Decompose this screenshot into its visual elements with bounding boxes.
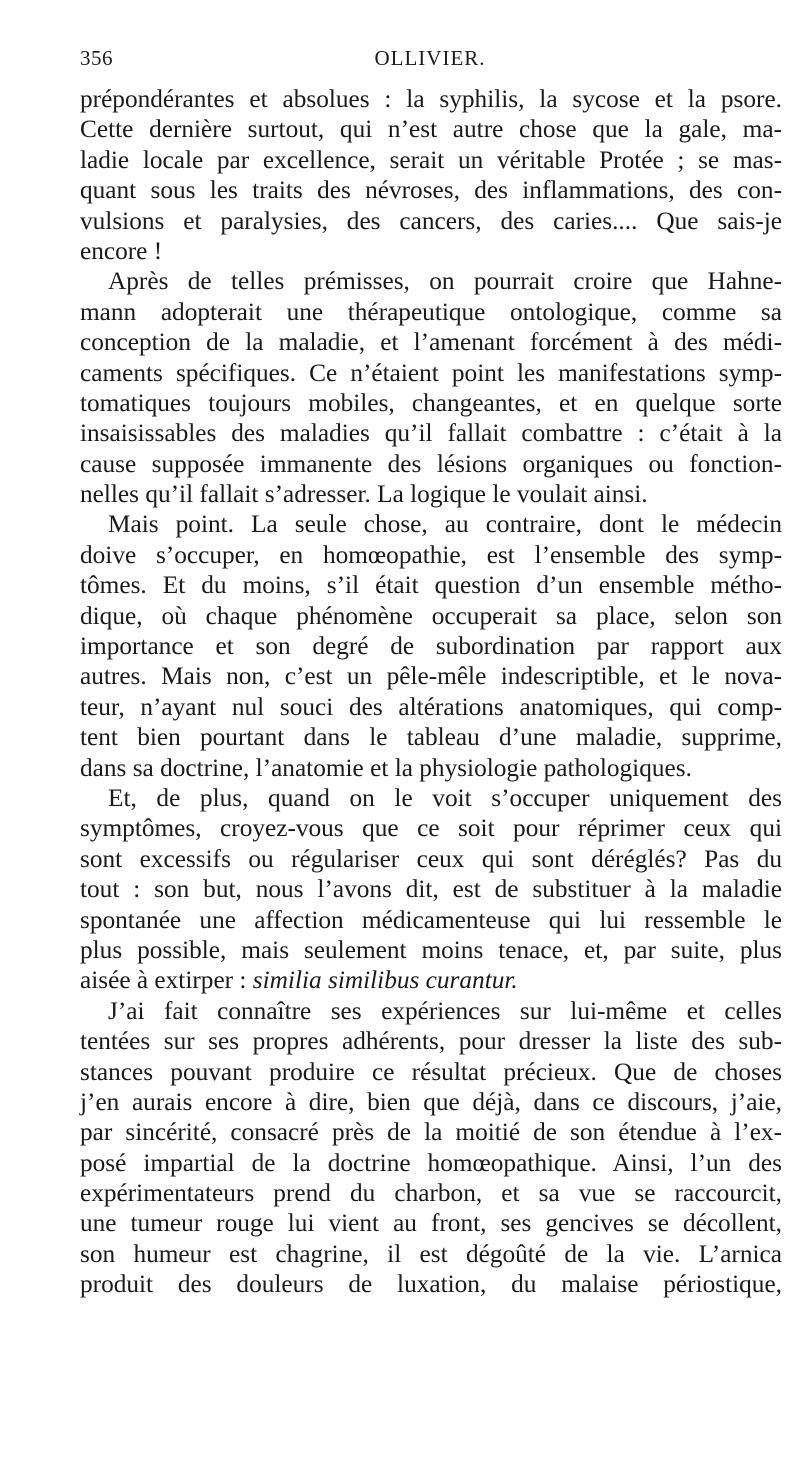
page-number: 356 [80, 46, 113, 70]
latin-maxim: similia similibus curantur. [252, 966, 518, 995]
text-line: mann adopterait une thérapeutique ontologique, comme sa [80, 297, 782, 326]
text-line: encore ! [80, 236, 163, 265]
text-line: expérimentateurs prend du charbon, et sa vue se raccourcit, [80, 1179, 782, 1208]
text-line: plus possible, mais seulement moins tenace, et, par suite, plus [80, 935, 782, 964]
text-line: produit des douleurs de luxation, du malaise périostique, [80, 1270, 782, 1299]
text-line: vulsions et paralysies, des cancers, des caries.... Que sais-je [80, 206, 782, 235]
running-title: OLLIVIER. [374, 46, 486, 70]
text-line: dique, où chaque phénomène occuperait sa place, selon son [80, 601, 782, 630]
paragraph-5 [80, 996, 782, 1300]
text-line: insaisissables des maladies qu’il fallait combattre : c’était à la [80, 419, 782, 448]
text-line: prépondérantes et absolues : la syphilis, la sycose et la psore. [80, 85, 782, 113]
text-line: tentées sur ses propres adhérents, pour dresser la liste des sub- [80, 1027, 782, 1056]
text-line: doive s’occuper, en homœopathie, est l’ensemble des symp- [80, 540, 782, 569]
text-line: tent bien pourtant dans le tableau d’une maladie, supprime, [80, 723, 782, 752]
text-line: quant sous les traits des névroses, des inflammations, des con- [80, 176, 782, 205]
running-head [80, 46, 780, 74]
text-line: stances pouvant produire ce résultat précieux. Que de choses [80, 1057, 782, 1086]
text-line: une tumeur rouge lui vient au front, ses gencives se décollent, [80, 1209, 782, 1238]
text-line: dans sa doctrine, l’anatomie et la physiologie pathologiques. [80, 753, 692, 782]
text-line: nelles qu’il fallait s’adresser. La logique le voulait ainsi. [80, 480, 648, 509]
paragraph-4 [80, 783, 782, 996]
paragraph-2 [80, 266, 782, 509]
text-line: ladie locale par excellence, serait un véritable Protée ; se mas- [80, 145, 782, 174]
text-line: Mais point. La seule chose, au contraire, dont le médecin [108, 510, 782, 539]
text-run: aisée à extirper : [80, 966, 253, 995]
text-line: importance et son degré de subordination par rapport aux [80, 632, 782, 661]
paragraph-3 [80, 509, 782, 783]
text-line: tômes. Et du moins, s’il était question d’un ensemble métho- [80, 571, 782, 600]
text-line-with-latin [80, 965, 782, 995]
text-line: spontanée une affection médicamenteuse qui lui ressemble le [80, 905, 782, 934]
text-line: teur, n’ayant nul souci des altérations anatomiques, qui comp- [80, 692, 782, 721]
text-line: sont excessifs ou régulariser ceux qui sont déréglés? Pas du [80, 844, 782, 873]
text-line: Et, de plus, quand on le voit s’occuper uniquement des [108, 783, 782, 812]
text-line: Après de telles prémisses, on pourrait croire que Hahne- [108, 267, 782, 296]
text-line: posé impartial de la doctrine homœopathique. Ainsi, l’un des [80, 1148, 782, 1177]
text-line: conception de la maladie, et l’amenant forcément à des médi- [80, 328, 782, 357]
text-line: tout : son but, nous l’avons dit, est de substituer à la maladie [80, 875, 782, 904]
text-line: son humeur est chagrine, il est dégoûté de la vie. L’arnica [80, 1239, 782, 1268]
text-line: autres. Mais non, c’est un pêle-mêle indescriptible, et le nova- [80, 662, 782, 691]
text-line: cause supposée immanente des lésions organiques ou fonction- [80, 449, 782, 478]
text-line: j’en aurais encore à dire, bien que déjà, dans ce discours, j’aie, [80, 1087, 782, 1116]
paragraph-1 [80, 84, 782, 266]
text-line: tomatiques toujours mobiles, changeantes, et en quelque sorte [80, 388, 782, 417]
text-line: caments spécifiques. Ce n’étaient point les manifestations symp- [80, 358, 782, 387]
text-line: par sincérité, consacré près de la moitié de son étendue à l’ex- [80, 1118, 782, 1147]
text-line: symptômes, croyez-vous que ce soit pour réprimer ceux qui [80, 814, 782, 843]
text-line: J’ai fait connaître ses expériences sur lui-même et celles [108, 996, 782, 1025]
text-line: Cette dernière surtout, qui n’est autre chose que la gale, ma- [80, 115, 782, 144]
body-text [80, 84, 782, 1300]
